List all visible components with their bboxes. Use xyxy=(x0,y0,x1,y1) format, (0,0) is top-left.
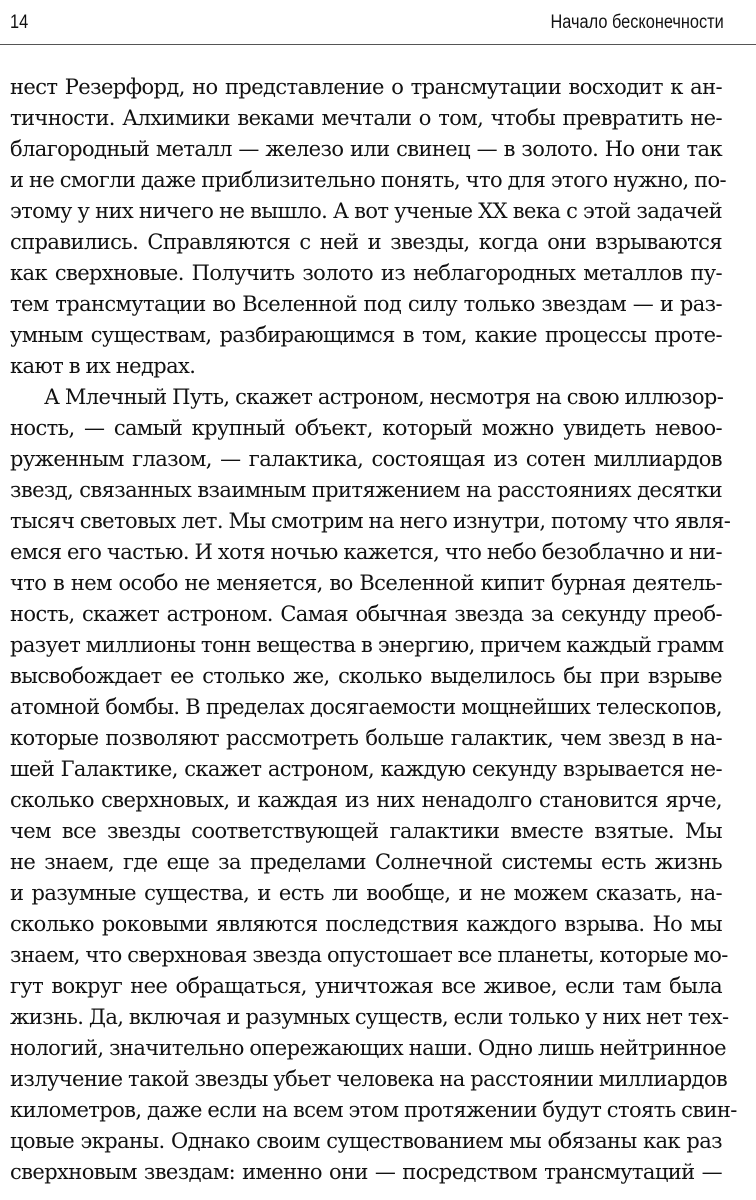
text-line: нологий, значительно опережающих наши. Одно лишь нейтринное xyxy=(10,1036,727,1060)
text-line: руженным глазом, — галактика, состоящая из сотен миллиардов xyxy=(10,447,722,471)
header-rule xyxy=(0,44,756,45)
text-line: кают в их недрах. xyxy=(10,354,196,378)
page-number: 14 xyxy=(10,12,29,33)
text-line: звезд, связанных взаимным притяжением на расстояниях десятки xyxy=(10,478,722,502)
text-line: знаем, что сверхновая звезда опустошает все планеты, которые мо- xyxy=(10,943,728,967)
text-line: А Млечный Путь, скажет астроном, несмотря на свою иллюзор- xyxy=(44,385,724,409)
body-text xyxy=(10,72,737,1188)
text-line: не знаем, где еще за пределами Солнечной системы есть жизнь xyxy=(10,850,722,874)
running-title: Начало бесконечности xyxy=(550,12,724,33)
text-line: благородный металл — железо или свинец — в золото. Но они так xyxy=(10,137,722,161)
text-line: этому у них ничего не вышло. А вот ученые XX века с этой задачей xyxy=(10,199,722,223)
text-line: разует миллионы тонн вещества в энергию, причем каждый грамм xyxy=(10,633,724,657)
text-line: что в нем особо не меняется, во Вселенной кипит бурная деятель- xyxy=(10,571,722,595)
text-line: жизнь. Да, включая и разумных существ, если только у них нет тех- xyxy=(10,1005,729,1029)
text-line: как сверхновые. Получить золото из неблагородных металлов пу- xyxy=(10,261,722,285)
paragraph xyxy=(10,382,737,1188)
text-line: ность, — самый крупный объект, который можно увидеть невоо- xyxy=(10,416,722,440)
text-line: сколько роковыми являются последствия каждого взрыва. Но мы xyxy=(10,912,722,936)
text-line: справились. Справляются с ней и звезды, когда они взрываются xyxy=(10,230,722,254)
text-line: цовые экраны. Однако своим существованием мы обязаны как раз xyxy=(10,1129,722,1153)
text-line: которые позволяют рассмотреть больше галактик, чем звезд в на- xyxy=(10,726,722,750)
text-line: умным существам, разбирающимся в том, какие процессы проте- xyxy=(10,323,722,347)
text-line: сверхновым звездам: именно они — посредством трансмутаций — xyxy=(10,1160,722,1184)
text-line: гут вокруг нее обращаться, уничтожая все живое, если там была xyxy=(10,974,722,998)
text-line: и не смогли даже приблизительно понять, что для этого нужно, по- xyxy=(10,168,727,192)
text-line: высвобождает ее столько же, сколько выделилось бы при взрыве xyxy=(10,664,722,688)
running-head xyxy=(10,8,724,38)
text-line: и разумные существа, и есть ли вообще, и не можем сказать, на- xyxy=(10,881,722,905)
text-line: излучение такой звезды убьет человека на расстоянии миллиардов xyxy=(10,1067,728,1091)
text-line: емся его частью. И хотя ночью кажется, что небо безоблачно и ни- xyxy=(10,540,722,564)
paragraph xyxy=(10,72,727,382)
text-line: ность, скажет астроном. Самая обычная звезда за секунду преоб- xyxy=(10,602,722,626)
text-line: километров, даже если на всем этом протяжении будут стоять свин- xyxy=(10,1098,737,1122)
text-line: нест Резерфорд, но представление о трансмутации восходит к ан- xyxy=(10,75,722,99)
text-line: тем трансмутации во Вселенной под силу только звездам — и раз- xyxy=(10,292,722,316)
text-line: чем все звезды соответствующей галактики вместе взятые. Мы xyxy=(10,819,722,843)
text-line: тичности. Алхимики веками мечтали о том, чтобы превратить не- xyxy=(10,106,722,130)
text-line: тысяч световых лет. Мы смотрим на него изнутри, потому что явля- xyxy=(10,509,731,533)
text-line: атомной бомбы. В пределах досягаемости мощнейших телескопов, xyxy=(10,695,722,719)
text-line: сколько сверхновых, и каждая из них ненадолго становится ярче, xyxy=(10,788,722,812)
text-line: шей Галактике, скажет астроном, каждую секунду взрывается не- xyxy=(10,757,722,781)
